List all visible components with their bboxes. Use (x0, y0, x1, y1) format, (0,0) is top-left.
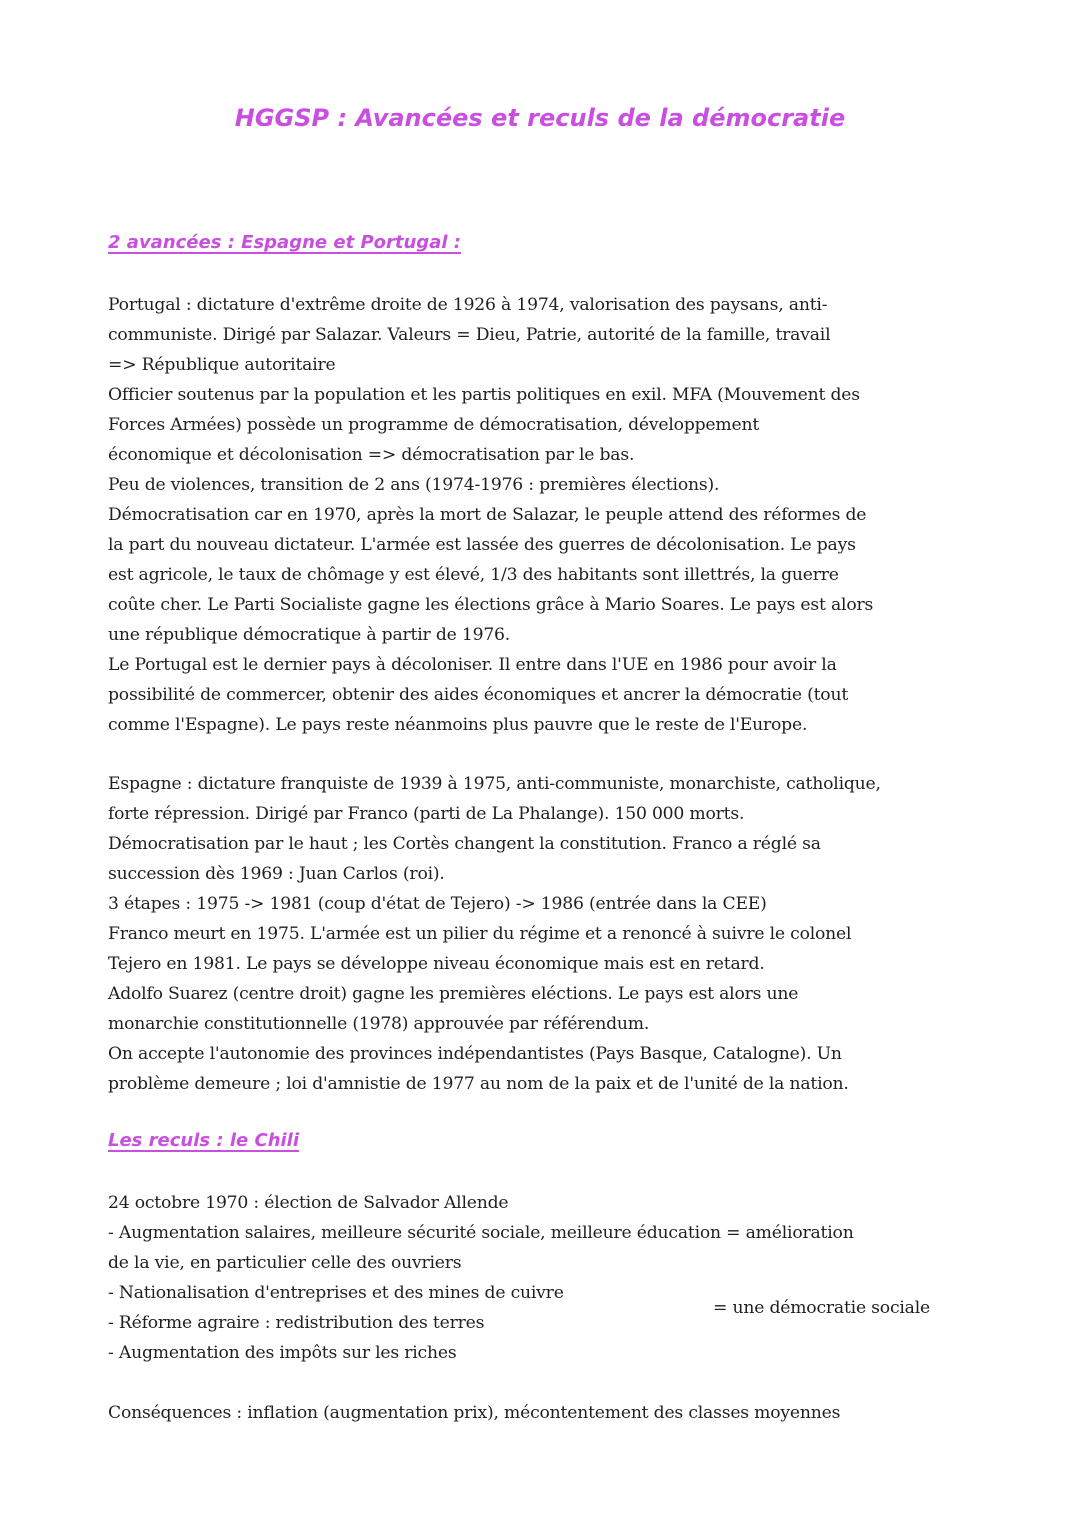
text-line: comme l'Espagne). Le pays reste néanmoins plus pauvre que le reste de l'Europe. (108, 715, 808, 735)
text-line: de la vie, en particulier celle des ouvriers (108, 1253, 462, 1273)
text-line: la part du nouveau dictateur. L'armée est lassée des guerres de décolonisation. Le pays (108, 535, 856, 555)
text-line: économique et décolonisation => démocratisation par le bas. (108, 445, 635, 465)
text-line: problème demeure ; loi d'amnistie de 1977 au nom de la paix et de l'unité de la nation. (108, 1074, 849, 1094)
text-line: une république démocratique à partir de 1976. (108, 625, 511, 645)
text-line: => République autoritaire (108, 355, 336, 375)
text-line: - Réforme agraire : redistribution des terres (108, 1313, 485, 1333)
text-line: monarchie constitutionnelle (1978) approuvée par référendum. (108, 1014, 650, 1034)
chili-paragraph (108, 1188, 978, 1368)
text-line: - Augmentation des impôts sur les riches (108, 1343, 457, 1363)
text-line: Le Portugal est le dernier pays à décoloniser. Il entre dans l'UE en 1986 pour avoir la (108, 655, 837, 675)
text-line: forte répression. Dirigé par Franco (parti de La Phalange). 150 000 morts. (108, 804, 745, 824)
text-line: possibilité de commercer, obtenir des aides économiques et ancrer la démocratie (tout (108, 685, 849, 705)
text-line: Peu de violences, transition de 2 ans (1974-1976 : premières élections). (108, 475, 720, 495)
text-line: communiste. Dirigé par Salazar. Valeurs = Dieu, Patrie, autorité de la famille, travail (108, 325, 831, 345)
text-line: Conséquences : inflation (augmentation prix), mécontentement des classes moyennes (108, 1403, 841, 1423)
consequences-paragraph (108, 1398, 978, 1428)
text-line: Démocratisation par le haut ; les Cortès changent la constitution. Franco a réglé sa (108, 834, 821, 854)
text-line: coûte cher. Le Parti Socialiste gagne les élections grâce à Mario Soares. Le pays est alors (108, 595, 874, 615)
text-line: Tejero en 1981. Le pays se développe niveau économique mais est en retard. (108, 954, 765, 974)
text-line: succession dès 1969 : Juan Carlos (roi). (108, 864, 445, 884)
text-line: Espagne : dictature franquiste de 1939 à 1975, anti-communiste, monarchiste, catholique, (108, 774, 881, 794)
text-line: 3 étapes : 1975 -> 1981 (coup d'état de Tejero) -> 1986 (entrée dans la CEE) (108, 894, 767, 914)
text-line: est agricole, le taux de chômage y est élevé, 1/3 des habitants sont illettrés, la guerre (108, 565, 839, 585)
section-heading-avancees: 2 avancées : Espagne et Portugal : (108, 232, 461, 253)
text-line: Portugal : dictature d'extrême droite de 1926 à 1974, valorisation des paysans, anti- (108, 295, 828, 315)
text-line: Forces Armées) possède un programme de démocratisation, développement (108, 415, 760, 435)
espagne-paragraph (108, 769, 978, 1099)
text-line: - Nationalisation d'entreprises et des mines de cuivre (108, 1283, 564, 1303)
text-line: Adolfo Suarez (centre droit) gagne les premières eléctions. Le pays est alors une (108, 984, 799, 1004)
section-heading-reculs: Les reculs : le Chili (108, 1130, 300, 1151)
text-line: 24 octobre 1970 : élection de Salvador Allende (108, 1193, 509, 1213)
text-line: Démocratisation car en 1970, après la mort de Salazar, le peuple attend des réformes de (108, 505, 867, 525)
portugal-paragraph (108, 290, 978, 740)
text-line: On accepte l'autonomie des provinces indépendantistes (Pays Basque, Catalogne). Un (108, 1044, 842, 1064)
text-line: - Augmentation salaires, meilleure sécurité sociale, meilleure éducation = amélioration (108, 1223, 854, 1243)
side-note-democratie-sociale: = une démocratie sociale (713, 1298, 930, 1318)
text-line: Franco meurt en 1975. L'armée est un pilier du régime et a renoncé à suivre le colonel (108, 924, 852, 944)
text-line: Officier soutenus par la population et les partis politiques en exil. MFA (Mouvement des (108, 385, 860, 405)
page-title: HGGSP : Avancées et reculs de la démocratie (234, 104, 846, 132)
